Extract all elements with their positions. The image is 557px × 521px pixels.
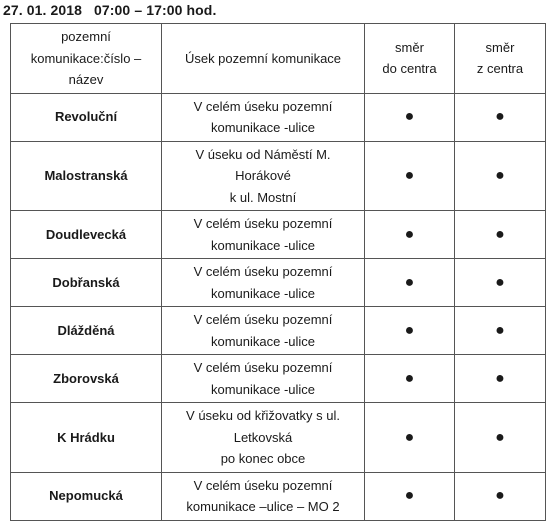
bullet-icon: ● [495, 273, 505, 291]
road-name-cell: K Hrádku [11, 403, 162, 473]
bullet-icon: ● [495, 225, 505, 243]
road-name-cell: Dobřanská [11, 259, 162, 307]
column-header-from-center: směr z centra [455, 24, 546, 94]
bullet-icon: ● [495, 108, 505, 126]
bullet-icon: ● [404, 273, 415, 291]
column-header-road: pozemní komunikace:číslo – název [11, 24, 162, 94]
bullet-icon: ● [404, 428, 415, 446]
table-row [11, 141, 546, 211]
page-heading: 27. 01. 2018 07:00 – 17:00 hod. [3, 2, 217, 18]
from-center-cell [455, 259, 546, 307]
bullet-icon: ● [495, 428, 505, 446]
bullet-icon: ● [404, 225, 415, 243]
road-section-cell: V celém úseku pozemní komunikace –ulice – MO 2 [162, 472, 365, 520]
to-center-cell [365, 93, 455, 141]
table-row [11, 307, 546, 355]
bullet-icon: ● [495, 487, 505, 505]
from-center-cell [455, 93, 546, 141]
bullet-icon: ● [495, 321, 505, 339]
road-section-cell: V celém úseku pozemní komunikace -ulice [162, 93, 365, 141]
road-section-cell: V celém úseku pozemní komunikace -ulice [162, 259, 365, 307]
bullet-icon: ● [404, 487, 415, 505]
to-center-cell [365, 141, 455, 211]
road-name-cell: Doudlevecká [11, 211, 162, 259]
bullet-icon: ● [404, 369, 415, 387]
road-closure-table [10, 23, 546, 521]
to-center-cell [365, 403, 455, 473]
from-center-cell [455, 403, 546, 473]
to-center-cell [365, 472, 455, 520]
road-section-cell: V celém úseku pozemní komunikace -ulice [162, 307, 365, 355]
from-center-cell [455, 472, 546, 520]
table-row [11, 259, 546, 307]
table-row [11, 472, 546, 520]
table-row [11, 93, 546, 141]
table-header-row [11, 24, 546, 94]
road-section-cell: V úseku od Náměstí M. Horákové k ul. Mostní [162, 141, 365, 211]
bullet-icon: ● [404, 108, 415, 126]
bullet-icon: ● [404, 321, 415, 339]
road-section-cell: V celém úseku pozemní komunikace -ulice [162, 211, 365, 259]
table-row [11, 211, 546, 259]
road-section-cell: V úseku od křižovatky s ul. Letkovská po konec obce [162, 403, 365, 473]
to-center-cell [365, 211, 455, 259]
table-row [11, 355, 546, 403]
to-center-cell [365, 259, 455, 307]
from-center-cell [455, 307, 546, 355]
from-center-cell [455, 141, 546, 211]
road-name-cell: Malostranská [11, 141, 162, 211]
bullet-icon: ● [404, 167, 415, 184]
road-name-cell: Zborovská [11, 355, 162, 403]
road-section-cell: V celém úseku pozemní komunikace -ulice [162, 355, 365, 403]
road-name-cell: Nepomucká [11, 472, 162, 520]
to-center-cell [365, 307, 455, 355]
bullet-icon: ● [495, 369, 505, 387]
column-header-to-center: směr do centra [365, 24, 455, 94]
road-name-cell: Dlážděná [11, 307, 162, 355]
bullet-icon: ● [495, 167, 505, 184]
from-center-cell [455, 211, 546, 259]
to-center-cell [365, 355, 455, 403]
from-center-cell [455, 355, 546, 403]
table-row [11, 403, 546, 473]
road-name-cell: Revoluční [11, 93, 162, 141]
column-header-section: Úsek pozemní komunikace [162, 24, 365, 94]
